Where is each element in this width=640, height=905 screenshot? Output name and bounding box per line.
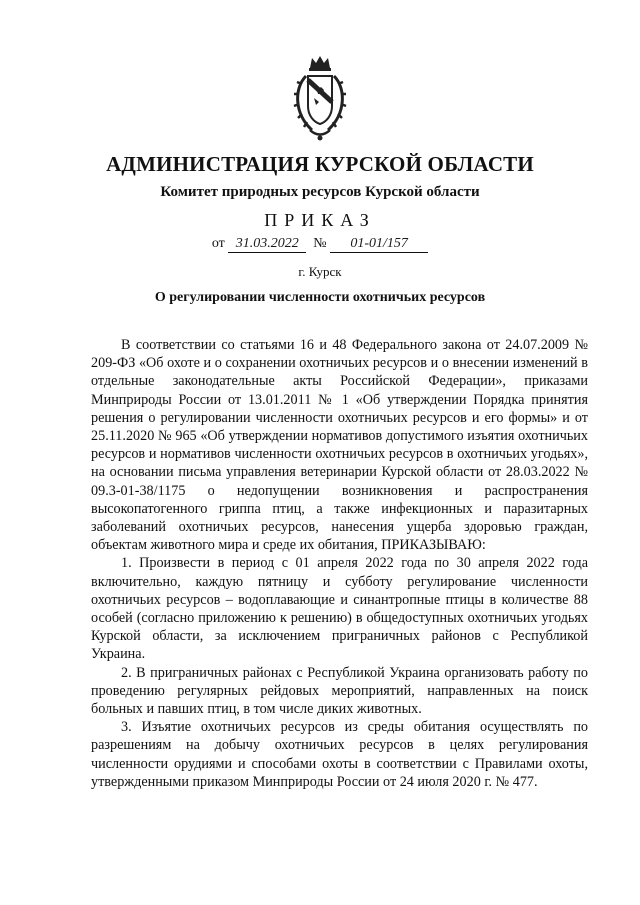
handwritten-date: 31.03.2022 <box>228 236 306 253</box>
number-prefix: № <box>313 236 327 251</box>
item-3-paragraph: 3. Изъятие охотничьих ресурсов из среды обитания осуществлять по разрешениям на добычу охотничьих ресурсов в целях регулирования численности орудиями и способами охоты в соответствии с Правилами охоты, утвержденными приказом Минприроды России от 24 июля 2020 г. № 477. <box>91 719 588 790</box>
date-prefix: от <box>211 236 225 251</box>
organization-title: АДМИНИСТРАЦИЯ КУРСКОЙ ОБЛАСТИ <box>106 152 534 176</box>
preamble-paragraph: В соответствии со статьями 16 и 48 Федерального закона от 24.07.2009 № 209-ФЗ «Об охоте и о сохранении охотничьих ресурсов и о внесении изменений в отдельные законодательные акты Российской Федерации», приказами Минприроды России от 13.01.2011 № 1 «Об утверждении Порядка принятия решения о регулировании численности охотничьих ресурсов и его формы» и от 25.11.2020 № 965 «Об утверждении нормативов допустимого изъятия охотничьих ресурсов и нормативов численности охотничьих ресурсов в охотничьих угодьях», на основании письма управления ветеринарии Курской области от 28.03.2022 № 09.3-01-38/1175 о недопущении возникновения и распространения высокопатогенного гриппа птиц, а также инфекционных и паразитарных заболеваний охотничьих ресурсов, нанесения ущерба здоровью граждан, объектам животного мира и среде их обитания, ПРИКАЗЫВАЮ: <box>91 337 588 554</box>
committee-name: Комитет природных ресурсов Курской области <box>160 184 480 200</box>
order-body <box>91 336 588 791</box>
document-type: ПРИКАЗ <box>264 210 376 230</box>
city-label: г. Курск <box>298 264 342 279</box>
item-2-paragraph: 2. В приграничных районах с Республикой Украина организовать работу по проведению регулярных рейдовых мероприятий, направленных на поиск больных и павших птиц, в том числе диких животных. <box>91 664 588 718</box>
item-1-paragraph: 1. Произвести в период с 01 апреля 2022 года по 30 апреля 2022 года включительно, каждую пятницу и субботу регулирование численности охотничьих ресурсов – водоплавающие и синантропные птицы в количестве 88 особей (согласно приложению к решению) в общедоступных охотничьих угодьях Курской области, за исключением приграничных районов с Республикой Украина. <box>91 555 588 663</box>
coat-of-arms-emblem <box>290 54 350 142</box>
order-subject: О регулировании численности охотничьих ресурсов <box>154 290 486 305</box>
date-number-line <box>0 236 640 253</box>
handwritten-number: 01-01/157 <box>330 236 428 253</box>
